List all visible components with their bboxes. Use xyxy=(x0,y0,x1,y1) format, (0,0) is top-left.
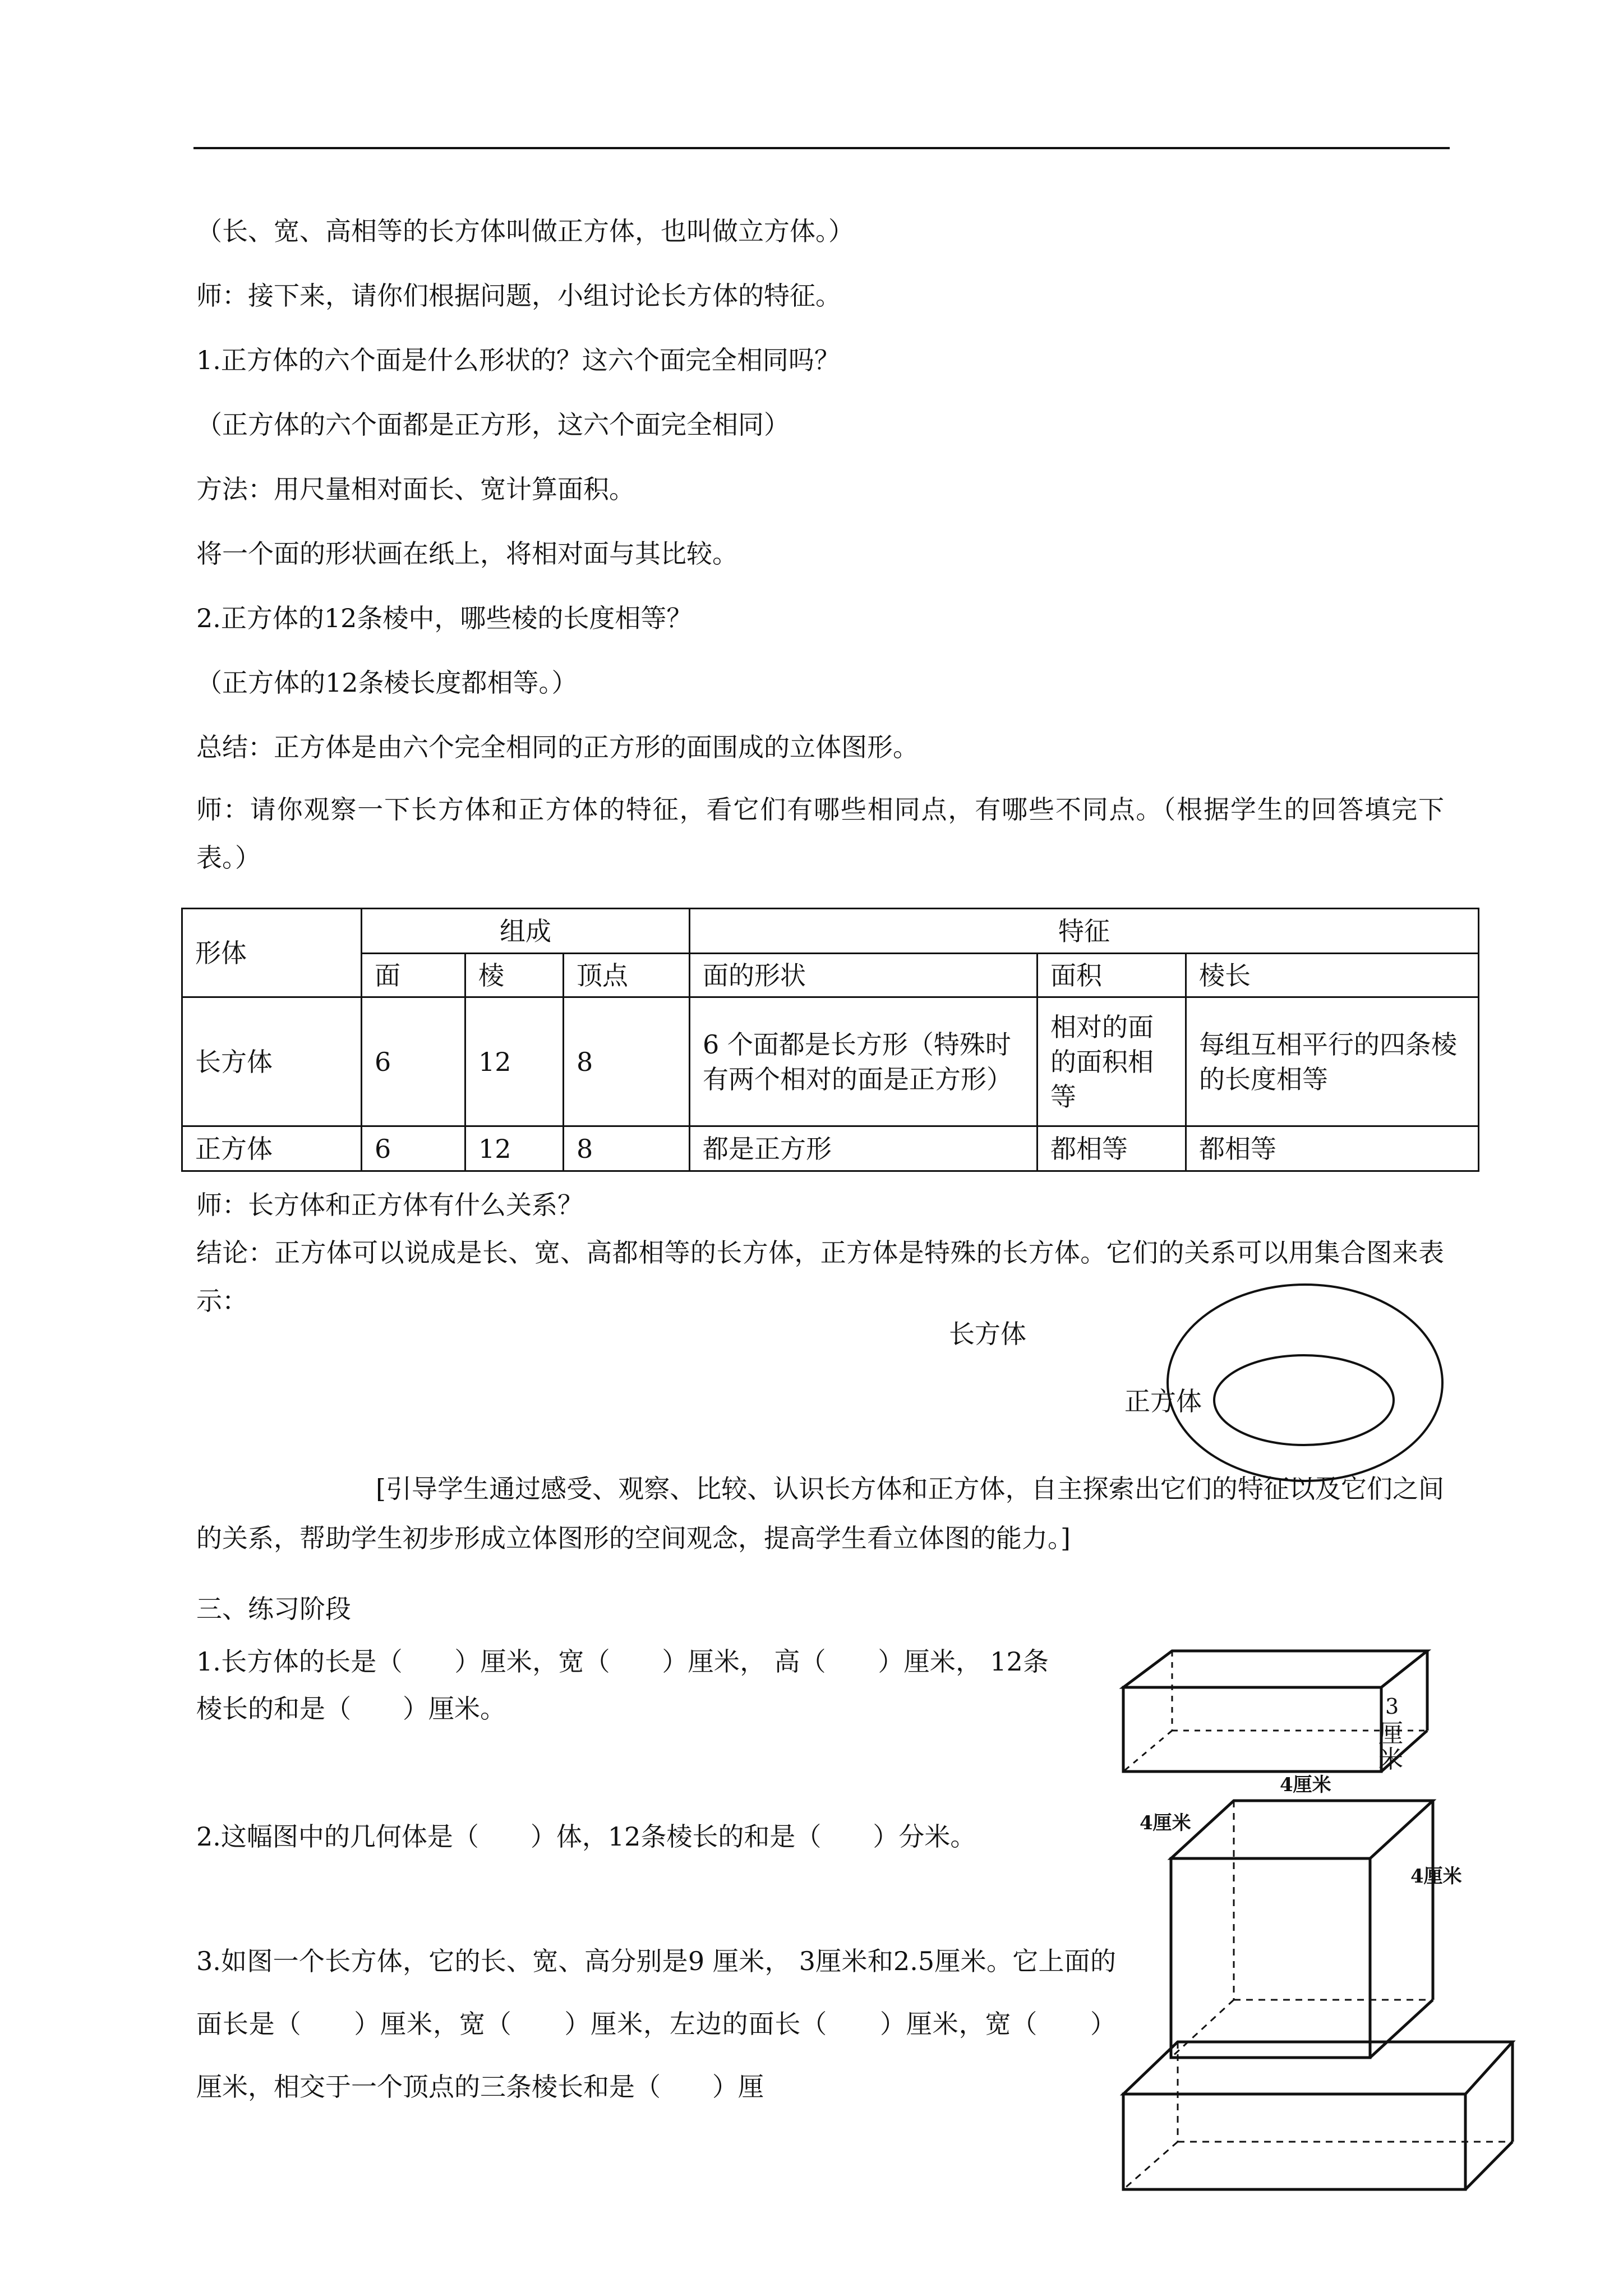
cell-vertices: 8 xyxy=(564,1126,690,1171)
text-line: 将一个面的形状画在纸上，将相对面与其比较。 xyxy=(196,539,738,569)
fig1-height-unit: 厘米 xyxy=(1378,1719,1403,1774)
text-line: 1.正方体的六个面是什么形状的？这六个面完全相同吗？ xyxy=(196,345,840,375)
header-face-shape: 面的形状 xyxy=(690,954,1038,997)
fig2-right-label: 4厘米 xyxy=(1410,1865,1462,1888)
cell-name: 长方体 xyxy=(182,997,362,1126)
header-edge-length: 棱长 xyxy=(1186,954,1479,997)
text-paragraph: 结论：正方体可以说成是长、宽、高都相等的长方体，正方体是特殊的长方体。它们的关系可以用集合图来表示： xyxy=(196,1237,1444,1316)
header-composition: 组成 xyxy=(362,909,690,954)
text-line: 方法：用尺量相对面长、宽计算面积。 xyxy=(196,474,635,504)
cell-edge-length: 每组互相平行的四条棱的长度相等 xyxy=(1186,997,1479,1126)
cell-edges: 12 xyxy=(465,1126,564,1171)
cell-faces: 6 xyxy=(362,997,465,1126)
question-3: 3.如图一个长方体，它的长、宽、高分别是9 厘米， 3厘米和2.5厘米。它上面的面长是（ ）厘米，宽（ ）厘米，左边的面长（ ）厘米，宽（ ）厘米，相交于一个顶点的三条棱长和是（ ）厘 xyxy=(196,1946,1116,2102)
question-1: 1.长方体的长是（ ）厘米，宽（ ）厘米， 高（ ）厘米， 12条棱长的和是（ ）厘米。 xyxy=(196,1646,1049,1724)
cell-name: 正方体 xyxy=(182,1126,362,1171)
question-2: 2.这幅图中的几何体是（ ）体，12条棱长的和是（ ）分米。 xyxy=(196,1821,976,1852)
teaching-note: [引导学生通过感受、观察、比较、认识长方体和正方体，自主探索出它们的特征以及它们之间的关系，帮助学生初步形成立体图形的空间观念，提高学生看立体图的能力。] xyxy=(196,1474,1444,1553)
text-line: 师：接下来，请你们根据问题，小组讨论长方体的特征。 xyxy=(196,280,841,311)
text-line: （正方体的12条棱长度都相等。） xyxy=(196,668,578,698)
text-line: 2.正方体的12条棱中，哪些棱的长度相等？ xyxy=(196,603,693,633)
header-vertices: 顶点 xyxy=(564,954,690,997)
header-edges: 棱 xyxy=(465,954,564,997)
text-paragraph: 师：请你观察一下长方体和正方体的特征，看它们有哪些相同点，有哪些不同点。（根据学生的回答填完下表。） xyxy=(196,794,1444,873)
cell-area: 都相等 xyxy=(1038,1126,1186,1171)
cell-face-shape: 都是正方形 xyxy=(690,1126,1038,1171)
header-feature: 特征 xyxy=(690,909,1479,954)
header-shape: 形体 xyxy=(182,909,362,997)
header-faces: 面 xyxy=(362,954,465,997)
cell-faces: 6 xyxy=(362,1126,465,1171)
cell-edge-length: 都相等 xyxy=(1186,1126,1479,1171)
fig2-top-label: 4厘米 xyxy=(1280,1774,1331,1796)
fig2-left-label: 4厘米 xyxy=(1140,1812,1191,1834)
text-line: 师：长方体和正方体有什么关系？ xyxy=(196,1190,583,1220)
cell-face-shape: 6 个面都是长方形（特殊时有两个相对的面是正方形） xyxy=(690,997,1038,1126)
venn-outer-label: 长方体 xyxy=(949,1319,1026,1349)
venn-inner-label: 正方体 xyxy=(1124,1386,1202,1416)
cell-area: 相对的面的面积相等 xyxy=(1038,997,1186,1126)
cell-vertices: 8 xyxy=(564,997,690,1126)
text-line: （正方体的六个面都是正方形，这六个面完全相同） xyxy=(196,409,790,440)
cell-edges: 12 xyxy=(465,997,564,1126)
fig1-height-value: 3 xyxy=(1385,1694,1399,1719)
text-line: （长、宽、高相等的长方体叫做正方体，也叫做立方体。） xyxy=(196,216,854,246)
header-area: 面积 xyxy=(1038,954,1186,997)
text-line: 总结：正方体是由六个完全相同的正方形的面围成的立体图形。 xyxy=(196,732,919,762)
section-heading: 三、练习阶段 xyxy=(196,1594,351,1624)
